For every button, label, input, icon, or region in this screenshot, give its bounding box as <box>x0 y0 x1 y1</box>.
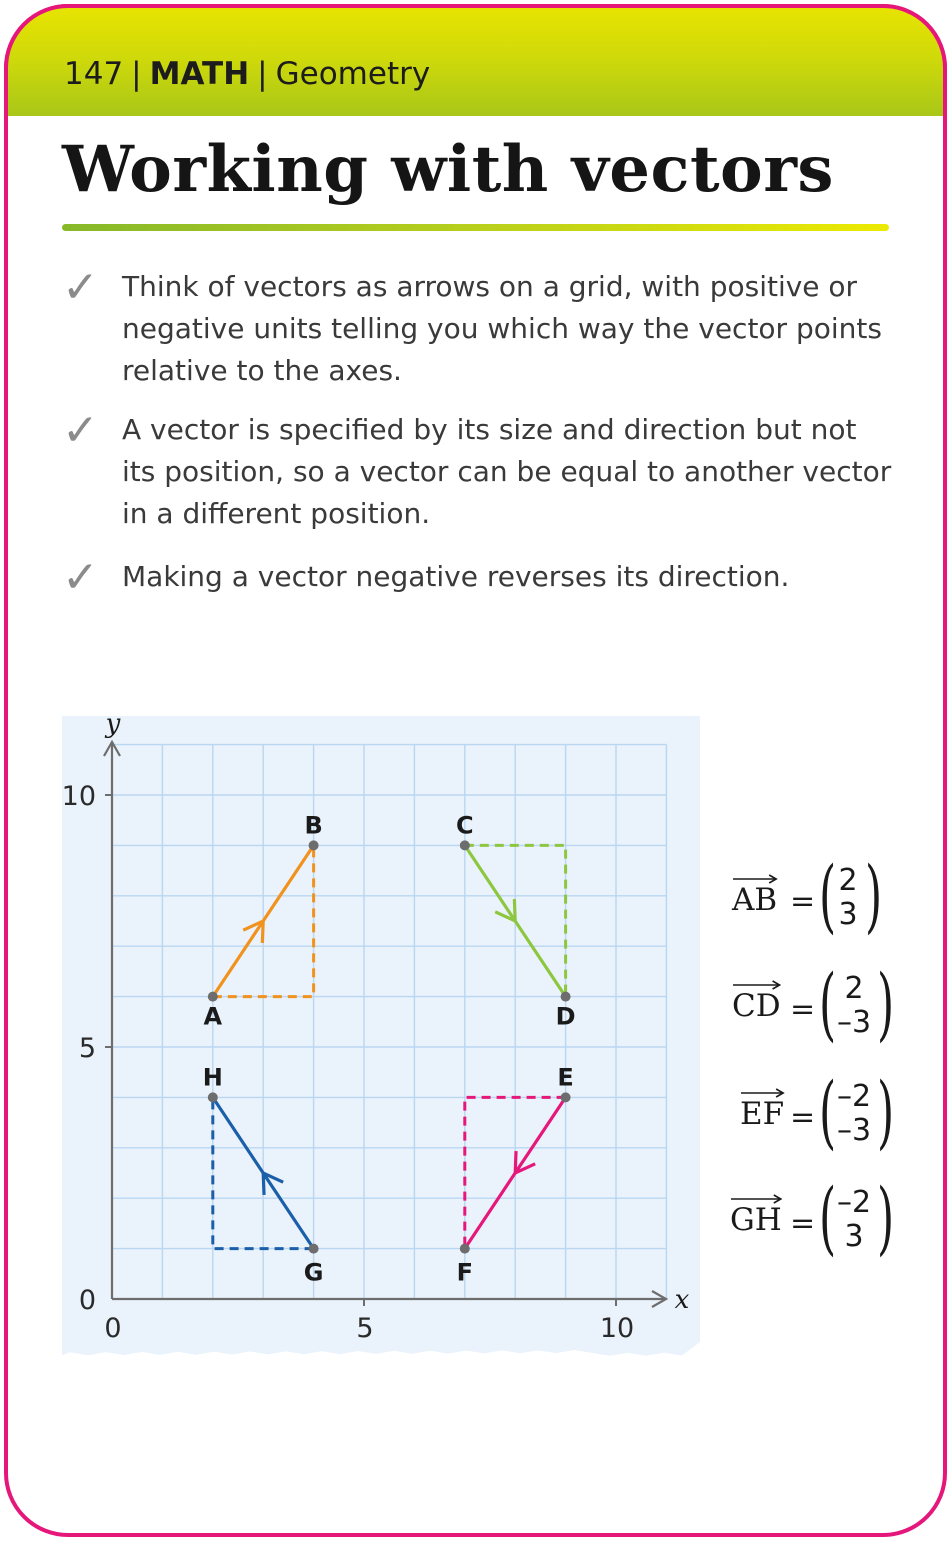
y-tick-label: 5 <box>78 1033 96 1064</box>
grid-paper-background <box>62 716 700 1356</box>
equals-sign: = <box>790 1206 816 1241</box>
right-paren: ) <box>877 1065 895 1158</box>
page-number: 147 <box>64 56 124 92</box>
vector-name: EF <box>740 1096 784 1132</box>
x-tick-label: 5 <box>356 1313 374 1344</box>
bullet-line: A vector is specified by its size and direction but not <box>122 413 857 446</box>
vector-y-component: 3 <box>844 1219 864 1254</box>
vector-x-component: –2 <box>836 1079 872 1114</box>
subject-label: MATH <box>149 56 250 92</box>
x-tick-label: 0 <box>104 1313 122 1344</box>
vector-y-component: –3 <box>836 1005 872 1040</box>
point-label-b: B <box>304 811 323 840</box>
left-paren: ( <box>819 957 837 1050</box>
bullet-line: negative units telling you which way the vector points <box>122 312 882 345</box>
vector-arrow-icon <box>730 1194 782 1204</box>
point-label-g: G <box>303 1258 324 1287</box>
left-paren: ( <box>819 1171 837 1264</box>
point-label-c: C <box>455 811 474 840</box>
bullet-line: its position, so a vector can be equal to another vector <box>122 455 892 488</box>
point-g <box>309 1244 319 1254</box>
point-h <box>208 1092 218 1102</box>
equals-sign: = <box>790 884 816 919</box>
equals-sign: = <box>790 1100 816 1135</box>
point-b <box>309 840 319 850</box>
bullet-line: Making a vector negative reverses its direction. <box>122 560 790 593</box>
header-separator: | <box>257 56 268 92</box>
right-paren: ) <box>865 849 883 942</box>
vector-arrow-icon <box>732 980 781 990</box>
vector-y-component: –3 <box>836 1113 872 1148</box>
vector-x-component: 2 <box>844 971 864 1006</box>
page-title: Working with vectors <box>62 132 834 207</box>
y-axis-label: y <box>105 709 121 739</box>
point-e <box>561 1092 571 1102</box>
point-label-e: E <box>557 1063 574 1092</box>
x-tick-label: 10 <box>599 1313 635 1344</box>
point-d <box>561 992 571 1002</box>
check-icon: ✓ <box>62 262 99 313</box>
y-tick-label: 0 <box>78 1285 96 1316</box>
topic-label: Geometry <box>275 56 431 92</box>
y-tick-label: 10 <box>61 781 96 812</box>
vector-arrow-icon <box>732 874 777 884</box>
vector-x-component: 2 <box>838 863 858 898</box>
vector-x-component: –2 <box>836 1185 872 1220</box>
left-paren: ( <box>819 849 837 942</box>
vector-y-component: 3 <box>838 897 858 932</box>
vector-name: AB <box>732 882 777 918</box>
check-icon: ✓ <box>62 405 99 456</box>
point-f <box>460 1244 470 1254</box>
right-paren: ) <box>877 1171 895 1264</box>
point-label-h: H <box>202 1063 223 1092</box>
left-paren: ( <box>819 1065 837 1158</box>
bullet-line: relative to the axes. <box>122 354 402 387</box>
vector-name: CD <box>732 988 781 1024</box>
vector-arrow-icon <box>740 1088 784 1098</box>
x-axis-label: x <box>674 1285 690 1315</box>
point-label-a: A <box>203 1002 223 1031</box>
vector-name: GH <box>730 1202 782 1238</box>
equals-sign: = <box>790 992 816 1027</box>
bullet-line: Think of vectors as arrows on a grid, with positive or <box>122 270 858 303</box>
check-icon: ✓ <box>62 552 99 603</box>
point-label-d: D <box>555 1002 576 1031</box>
bullet-line: in a different position. <box>122 497 431 530</box>
right-paren: ) <box>877 957 895 1050</box>
header-separator: | <box>131 56 142 92</box>
point-label-f: F <box>456 1258 474 1287</box>
point-c <box>460 840 470 850</box>
point-a <box>208 992 218 1002</box>
